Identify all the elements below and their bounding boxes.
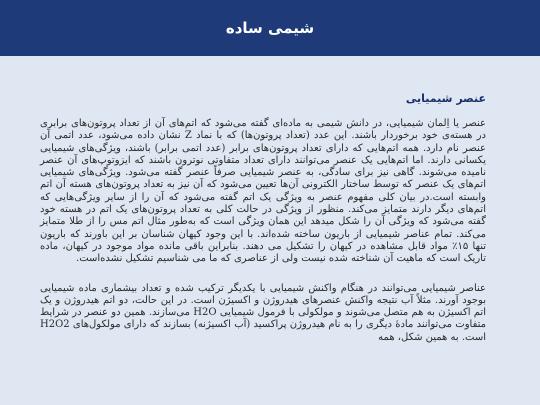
main-content [0,56,540,405]
article-heading: عنصر شیمیایی [405,92,486,105]
page-title: شیمی ساده [225,19,315,37]
article [40,92,486,361]
article-paragraph: عناصر شیمیایی می‌توانند در هنگام واکنش شیمیایی با یکدیگر ترکیب شده و تعداد بیشماری ماده شیمیایی بوجود آورند. مثلاً آب نتیجه واکنش عنصرهای هیدروژن و اکسیژن است. در این حالت، دو اتم هیدروژن و یک اتم اکسیژن به هم متصل می‌شوند و مولکولی با فرمول شیمیایی H2O می‌سازند. همین دو عنصر در شرایط متفاوت می‌توانند مادهٔ دیگری را به نام هیدروژن پراکسید (آب اکسیژنه) بسازند که دارای مولکول‌های H2O2 است. به همین شکل، همه [40,282,486,343]
article-paragraph: عنصر یا اِلمان شیمیایی، در دانش شیمی به ماده‌ای گفته می‌شود که اتم‌های آن از تعداد پروتون‌های برابری در هسته‌ی خود برخوردار باشند. این عدد (تعداد پروتون‌ها) که با نماد Z نشان داده می‌شود، عدد اتمی آن عنصر نام دارد. همه اتم‌هایی که دارای تعداد پروتون‌های برابر (عدد اتمی برابر) باشند، ویژگی‌های شیمیایی یکسانی دارند. اما اتم‌هایی یک عنصر می‌توانند دارای تعداد متفاوتی نوترون باشند که ایزوتوپ‌های آن عنصر نامیده می‌شوند. گاهی نیز برای سادگی، به عنصر شیمیایی صرفاً عنصر گفته می‌شود. ویژگی‌های شیمیایی اتم‌های یک عنصر که توسط ساختار الکترونی آن‌ها تعیین می‌شود که آن نیز به تعداد پروتون‌های هسته آن اتم وابسته است.در بیان کلی مفهوم عنصر به ویژگی یک اتم گفته می‌شود که آن را از سایر ویژگی‌هایی که اتم‌های دیگر دارند متمایز می‌کند. منظور از ویژگی در حالت کلی به تعداد پروتون‌های یک اتم در هسته خود گفته می‌شود که ویژگی آن را شکل میدهد این همان ویژگی است که به‌طور مثال اتم مس را از طلا متمایز می‌کند. تمام عناصر شیمیایی از باریون ساخته شده‌اند. با این وجود کیهان شناسان بر این باورند که باریون تنها ۱۵٪ مواد قابل مشاهده در کیهان را تشکیل می دهند. بنابراین باقی مانده مواد موجود در کیهان، ماده تاریک است که ماهیت آن شناخته شده نیست ولی از عناصری که ما می شناسیم تشکیل نشده‌است. [40,118,486,265]
page-header [0,0,540,56]
